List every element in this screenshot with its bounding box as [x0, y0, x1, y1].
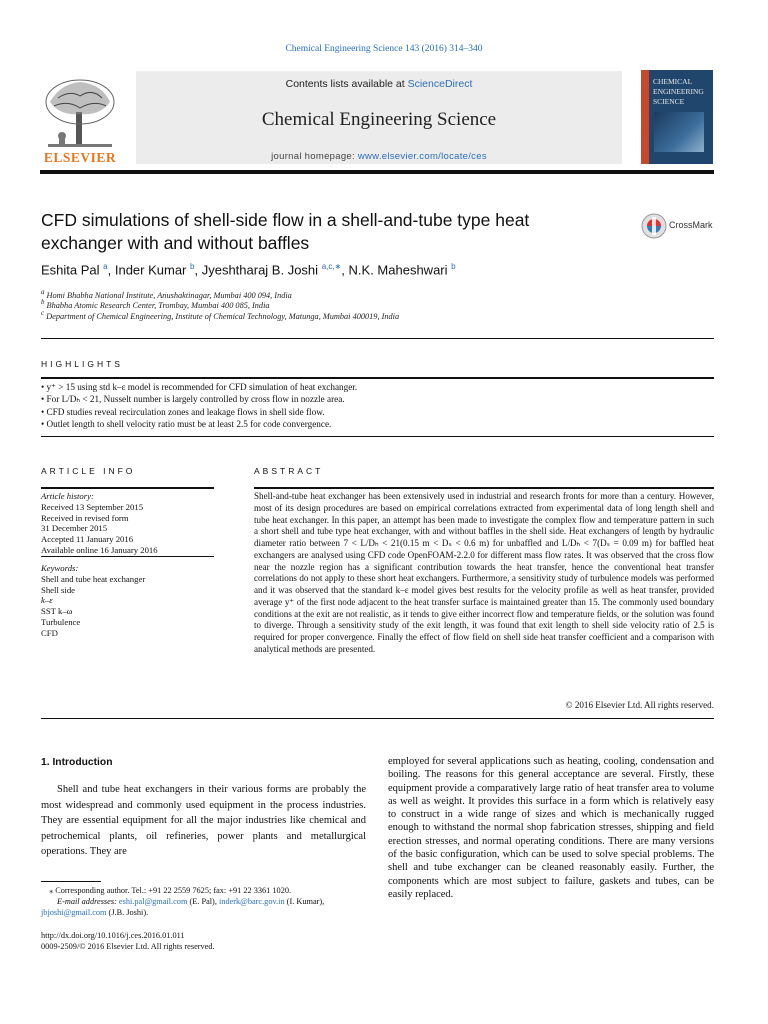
affiliation [41, 310, 399, 321]
affiliation [41, 299, 270, 310]
contents-prefix: Contents lists available at [285, 78, 408, 90]
cover-stripe [641, 70, 649, 164]
publisher-name: ELSEVIER [43, 150, 117, 165]
history-entry: Received 13 September 2015 [41, 501, 144, 512]
abstract-text: Shell-and-tube heat exchanger has been extensively used in industrial and research fronts for more than a century. However, most of its design procedures are based on empirical correlations extracted from experimental data of long length shell and tube heat exchanger. In this paper, an attempt has been made to investigate the complex flow and temperature pattern in such a short shell and tube type heat exchanger, with and without baffles in the shell side. Heat exchangers of length by hydraulic diameter ratio between 7 < L/Dₕ < 21(0.15 m < Dₛ < 0.6 m) for unbaffled and L/Dₕ < 7(Dₛ = 0.09 m) for baffled heat exchangers are analysed using CFD code OpenFOAM-2.2.0 for different mass flow rates. It was observed that the cross flow near the nozzle region has a significant contribution towards the heat transfer, hence the conventional heat transfer correlations do not apply to these short heat exchangers. Furthermore, a sensitivity study of turbulence models was performed and it was observed that the standard k–ε model gives best results for the velocity profile as well as heat transfer, provided average y⁺ of the first node adjacent to the heat transfer surface is maintained greater than 15. The commonly used boundary conditions at the exit are not realistic, as it tends to give either incorrect flow and temperature fields, or the solution was found to diverge. Through a sensitivity study of the exit length, it was found that exit length to shell side velocity ratio of 2.5 is required for proper convergence. Finally the effect of flow field on shell side heat transfer coefficient and a comparison with analytical methods are presented. [254, 491, 714, 654]
header-rule [40, 170, 714, 174]
divider [41, 556, 214, 557]
journal-homepage [136, 151, 622, 162]
history-entry: Received in revised form [41, 512, 129, 523]
cover-title-line: ENGINEERING [653, 87, 704, 96]
affiliation-mark: c [41, 310, 45, 317]
keywords-label: Keywords: [41, 563, 79, 573]
homepage-link[interactable]: www.elsevier.com/locate/ces [357, 151, 487, 162]
affiliation-text: Department of Chemical Engineering, Institute of Chemical Technology, Matunga, Mumbai 400019, India [46, 311, 400, 321]
email-link[interactable]: eshi.pal@gmail.com [118, 897, 188, 906]
author-affil-mark[interactable]: b [190, 262, 195, 271]
section-heading: 1. Introduction [41, 757, 113, 768]
keyword: Shell side [41, 584, 76, 595]
homepage-label: journal homepage: [271, 151, 358, 162]
affiliation-mark: a [41, 289, 45, 296]
keywords [41, 563, 221, 639]
crossmark-label: CrossMark [669, 220, 713, 230]
history-label: Article history: [41, 491, 94, 501]
cover-title [653, 77, 704, 107]
doi-link[interactable]: http://dx.doi.org/10.1016/j.ces.2016.01.011 [41, 931, 185, 940]
keyword: CFD [41, 627, 58, 638]
author-name: N.K. Maheshwari [348, 262, 448, 278]
journal-citation-link[interactable]: Chemical Engineering Science 143 (2016) 314–340 [285, 44, 483, 54]
affiliation-mark: b [41, 299, 45, 306]
divider [41, 718, 714, 719]
history-entry: 31 December 2015 [41, 523, 108, 534]
highlight-item: • y⁺ > 15 using std k–ε model is recommended for CFD simulation of heat exchanger. [41, 382, 358, 392]
keyword: SST k–ω [41, 606, 73, 617]
contents-line [136, 78, 622, 90]
journal-cover-thumbnail[interactable] [641, 70, 713, 164]
article-history [41, 491, 221, 556]
abstract-caption: ABSTRACT [254, 466, 324, 476]
author-name: Inder Kumar [114, 262, 187, 278]
intro-paragraph-left [41, 782, 366, 860]
affiliation-text: Bhabha Atomic Research Center, Trombay, Mumbai 400 085, India [46, 300, 270, 310]
author-name: Eshita Pal [41, 262, 100, 278]
sciencedirect-link[interactable]: ScienceDirect [407, 78, 473, 90]
email-link[interactable]: jbjoshi@gmail.com [41, 908, 107, 917]
journal-title: Chemical Engineering Science [261, 109, 497, 130]
email-owner: (I. Kumar), [284, 897, 325, 906]
email-note-cont [41, 908, 371, 919]
affiliation-text: Homi Bhabha National Institute, Anushaktinagar, Mumbai 400 094, India [46, 290, 292, 300]
divider [41, 377, 714, 379]
history-entry: Available online 16 January 2016 [41, 544, 158, 555]
cover-title-line: SCIENCE [653, 97, 685, 106]
email-note [41, 897, 371, 908]
author-affil-mark[interactable]: a [103, 262, 108, 271]
issn-line: 0009-2509/© 2016 Elsevier Ltd. All rights reserved. [41, 942, 215, 951]
author-list: Eshita Pal $^a$, Inder Kumar $^b$, Jyeshtharaj B. Joshi $^{a,c,∗}$, N.K. Maheshwari $^b$ [41, 262, 456, 278]
author-affil-mark[interactable]: b [451, 262, 456, 271]
title-line: exchanger with and without baffles [41, 233, 310, 253]
title-line: CFD simulations of shell-side flow in a shell-and-tube type heat [41, 210, 530, 230]
crossmark-badge[interactable] [641, 211, 715, 241]
keyword: Shell and tube heat exchanger [41, 573, 146, 584]
highlight-item: • For L/Dₕ < 21, Nusselt number is largely controlled by cross flow in nozzle area. [41, 394, 345, 404]
corresponding-text: ⁎ Corresponding author. Tel.: +91 22 2559 7625; fax: +91 22 3361 1020. [49, 886, 292, 895]
author-affil-mark[interactable]: a,c,∗ [321, 262, 342, 271]
highlights-caption: HIGHLIGHTS [41, 359, 123, 369]
author-name: Jyeshtharaj B. Joshi [201, 262, 319, 278]
email-owner: (J.B. Joshi). [106, 908, 149, 917]
divider [254, 487, 714, 489]
divider [41, 487, 214, 489]
corresponding-author-note [41, 886, 371, 897]
divider [41, 436, 714, 437]
intro-left-text: Shell and tube heat exchangers in their various forms are probably the most widespread and commonly used equipment in the process industries. They are essential equipment for all the major industries like chemical and petrochemical plants, oil refineries, power plants and metallurgical operations. They are [41, 784, 366, 857]
keyword: Turbulence [41, 616, 81, 627]
divider [41, 338, 714, 339]
cover-title-line: CHEMICAL [653, 77, 693, 86]
email-label: E-mail addresses: [57, 897, 119, 906]
article-info-caption: ARTICLE INFO [41, 466, 136, 476]
keyword: k–ε [41, 595, 53, 606]
cover-image [654, 112, 704, 152]
abstract-copyright: © 2016 Elsevier Ltd. All rights reserved. [565, 700, 714, 710]
email-owner: (E. Pal), [187, 897, 219, 906]
footnote-rule [41, 881, 101, 882]
history-entry: Accepted 11 January 2016 [41, 534, 134, 545]
email-link[interactable]: inderk@barc.gov.in [218, 897, 285, 906]
intro-paragraph-right: employed for several applications such as heating, cooling, condensation and boiling. The reasons for this general acceptance are several. Firstly, these equipment provide a comparatively large ratio of heat transfer area to volume as well as weight. It provides this surface in a form which is relatively easy to construct in a wide range of sizes and which is mechanically rugged enough to withstand the normal shop fabrication stresses, shipping and field erection stresses, and normal operating conditions. There are many versions of the basic configuration, which can be used to solve special problems. The shell and tube exchanger can be cleaned reasonably easily. Further, the components which are most subject to failure, gaskets and tubes, can be easily replaced. [388, 756, 714, 900]
article-title [41, 209, 601, 255]
highlight-item: • CFD studies reveal recirculation zones and leakage flows in shell side flow. [41, 407, 325, 417]
highlight-item: • Outlet length to shell velocity ratio must be at least 2.5 for code convergence. [41, 419, 332, 429]
